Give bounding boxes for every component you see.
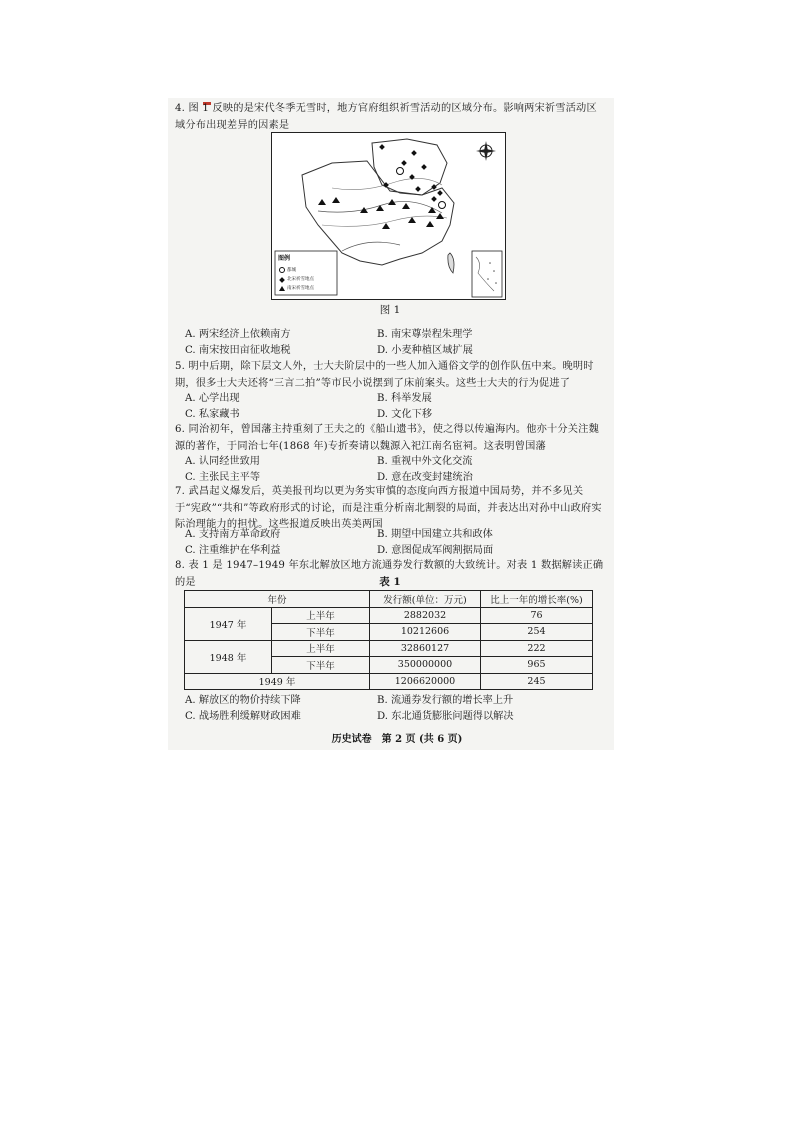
song-dynasty-map	[271, 132, 506, 300]
capital-marker	[397, 168, 404, 175]
q6-option-b: B. 重视中外文化交流	[377, 456, 473, 467]
q4-option-a: A. 两宋经济上依赖南方	[185, 329, 291, 340]
q4-option-c: C. 南宋按田亩征收地税	[185, 345, 291, 356]
header-rate: 比上一年的增长率(%)	[481, 591, 593, 608]
q5-option-b: B. 科举发展	[377, 393, 432, 404]
question-7-options	[185, 527, 605, 561]
table-1-caption: 表 1	[379, 576, 401, 588]
question-7-stem: 7. 武昌起义爆发后，英美报刊均以更为务实审慎的态度向西方报道中国局势，并不多见关于“宪政”“共和”等政府形式的讨论，而是注重分析南北割裂的局面，并表达出对孙中山政府实际治理能力的担忧。这些报道反映出英美两国	[175, 486, 602, 530]
legend-title: 图例	[278, 255, 291, 262]
question-4-stem: 4. 图 1 反映的是宋代冬季无雪时，地方官府组织祈雪活动的区域分布。影响两宋祈雪活动区域分布出现差异的因素是	[175, 103, 597, 131]
cell-amount: 32860127	[370, 640, 481, 657]
q8-option-a: A. 解放区的物价持续下降	[185, 695, 301, 706]
q4-option-d: D. 小麦种植区域扩展	[377, 345, 473, 356]
table-row	[185, 640, 593, 657]
cell-amount: 10212606	[370, 624, 481, 641]
southern-song-markers	[318, 197, 444, 229]
figure-1-caption: 图 1	[379, 304, 401, 316]
q5-option-d: D. 文化下移	[377, 409, 433, 420]
q7-option-a: A. 支持南方革命政府	[185, 529, 281, 540]
legend-southern-song: 南宋祈雪地点	[287, 286, 314, 291]
q7-option-d: D. 意图促成军阀割据局面	[377, 545, 494, 556]
cell-half: 下半年	[272, 624, 370, 641]
cell-year: 1949 年	[185, 673, 370, 690]
question-8-options	[185, 693, 605, 727]
table-row	[185, 673, 593, 690]
question-6-options	[185, 454, 605, 488]
question-5-options	[185, 391, 605, 425]
cell-half: 上半年	[272, 640, 370, 657]
cell-amount: 2882032	[370, 607, 481, 624]
capital-marker	[439, 202, 446, 209]
table-header-row	[185, 591, 593, 608]
cell-rate: 254	[481, 624, 593, 641]
q6-option-a: A. 认同经世致用	[185, 456, 260, 467]
cell-rate: 245	[481, 673, 593, 690]
header-year: 年份	[185, 591, 370, 608]
circulation-table	[184, 590, 593, 690]
cell-rate: 222	[481, 640, 593, 657]
q8-option-d: D. 东北通货膨胀问题得以解决	[377, 711, 514, 722]
map-drawing	[272, 133, 505, 299]
question-6-stem: 6. 同治初年，曾国藩主持重刻了王夫之的《船山遗书》，使之得以传遍海内。他亦十分关注魏源的著作，于同治七年(1868 年)专折奏请以魏源入祀江南名宦祠。这表明曾国藩	[175, 424, 599, 452]
q8-option-c: C. 战场胜利缓解财政困难	[185, 711, 301, 722]
compass-icon	[476, 141, 496, 161]
table-row	[185, 607, 593, 624]
q4-option-b: B. 南宋尊崇程朱理学	[377, 329, 473, 340]
cell-year: 1947 年	[185, 607, 272, 640]
q5-option-a: A. 心学出现	[185, 393, 240, 404]
q8-option-b: B. 流通券发行额的增长率上升	[377, 695, 514, 706]
cell-amount: 1206620000	[370, 673, 481, 690]
page-footer: 历史试卷 第 2 页 (共 6 页)	[331, 734, 463, 745]
q6-option-c: C. 主张民主平等	[185, 472, 261, 483]
legend-northern-song: 北宋祈雪地点	[287, 277, 314, 282]
q6-option-d: D. 意在改变封建统治	[377, 472, 473, 483]
q5-option-c: C. 私家藏书	[185, 409, 240, 420]
cell-half: 上半年	[272, 607, 370, 624]
cell-half: 下半年	[272, 657, 370, 674]
cell-year: 1948 年	[185, 640, 272, 673]
question-4-options	[185, 327, 605, 361]
legend-capital: 都城	[287, 268, 296, 273]
question-8-stem: 8. 表 1 是 1947–1949 年东北解放区地方流通券发行数额的大致统计。对表 1 数据解读正确的是	[175, 560, 604, 588]
q7-option-b: B. 期望中国建立共和政体	[377, 529, 493, 540]
cell-rate: 965	[481, 657, 593, 674]
cell-amount: 350000000	[370, 657, 481, 674]
q7-option-c: C. 注重维护在华利益	[185, 545, 281, 556]
header-amount: 发行额(单位：万元)	[370, 591, 481, 608]
cell-rate: 76	[481, 607, 593, 624]
question-5-stem: 5. 明中后期，除下层文人外，士大夫阶层中的一些人加入通俗文学的创作队伍中来。晚明时期，很多士大夫还将“三言二拍”等市民小说摆到了床前案头。这些士大夫的行为促进了	[175, 361, 594, 389]
